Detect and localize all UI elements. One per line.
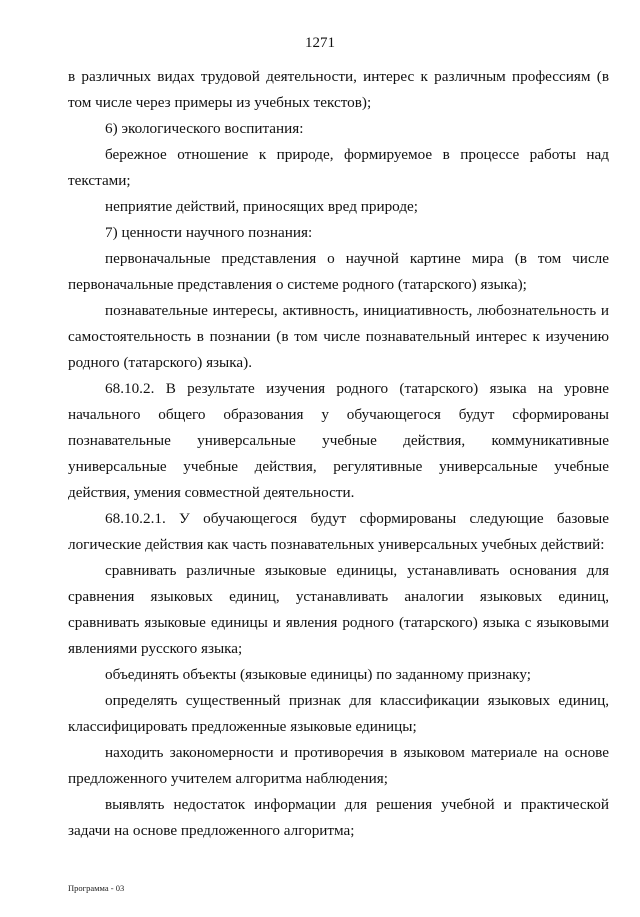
page-number: 1271: [305, 35, 335, 51]
paragraph: 68.10.2.1. У обучающегося будут сформированы следующие базовые логические действия как часть познавательных универсальных учебных действий:: [68, 510, 609, 553]
paragraph: неприятие действий, приносящих вред природе;: [105, 198, 419, 215]
paragraph: находить закономерности и противоречия в языковом материале на основе предложенного учителем алгоритма наблюдения;: [68, 744, 609, 787]
document-body: [68, 64, 609, 844]
paragraph: выявлять недостаток информации для решения учебной и практической задачи на основе предложенного алгоритма;: [68, 796, 609, 839]
paragraph: бережное отношение к природе, формируемое в процессе работы над текстами;: [68, 146, 609, 189]
paragraph: сравнивать различные языковые единицы, устанавливать основания для сравнения языковых единиц, устанавливать аналогии языковых единиц, сравнивать языковые единицы и явления родного (татарского) языка с языковыми явлениями русского языка;: [68, 562, 609, 657]
paragraph: объединять объекты (языковые единицы) по заданному признаку;: [105, 666, 531, 683]
paragraph: 68.10.2. В результате изучения родного (татарского) языка на уровне начального общего образования у обучающегося будут сформированы познавательные универсальные учебные действия, коммуникативные универсальные учебные действия, регулятивные универсальные учебные действия, умения совместной деятельности.: [68, 380, 609, 501]
footer-program-label: Программа - 03: [68, 883, 125, 893]
paragraph: первоначальные представления о научной картине мира (в том числе первоначальные представления о системе родного (татарского) языка);: [68, 250, 609, 293]
paragraph: 6) экологического воспитания:: [105, 120, 304, 137]
paragraph: познавательные интересы, активность, инициативность, любознательность и самостоятельность в познании (в том числе познавательный интерес к изучению родного (татарского) языка).: [68, 302, 609, 371]
paragraph: 7) ценности научного познания:: [105, 224, 313, 241]
paragraph: определять существенный признак для классификации языковых единиц, классифицировать предложенные языковые единицы;: [68, 692, 609, 735]
paragraph: в различных видах трудовой деятельности, интерес к различным профессиям (в том числе через примеры из учебных текстов);: [68, 68, 609, 111]
